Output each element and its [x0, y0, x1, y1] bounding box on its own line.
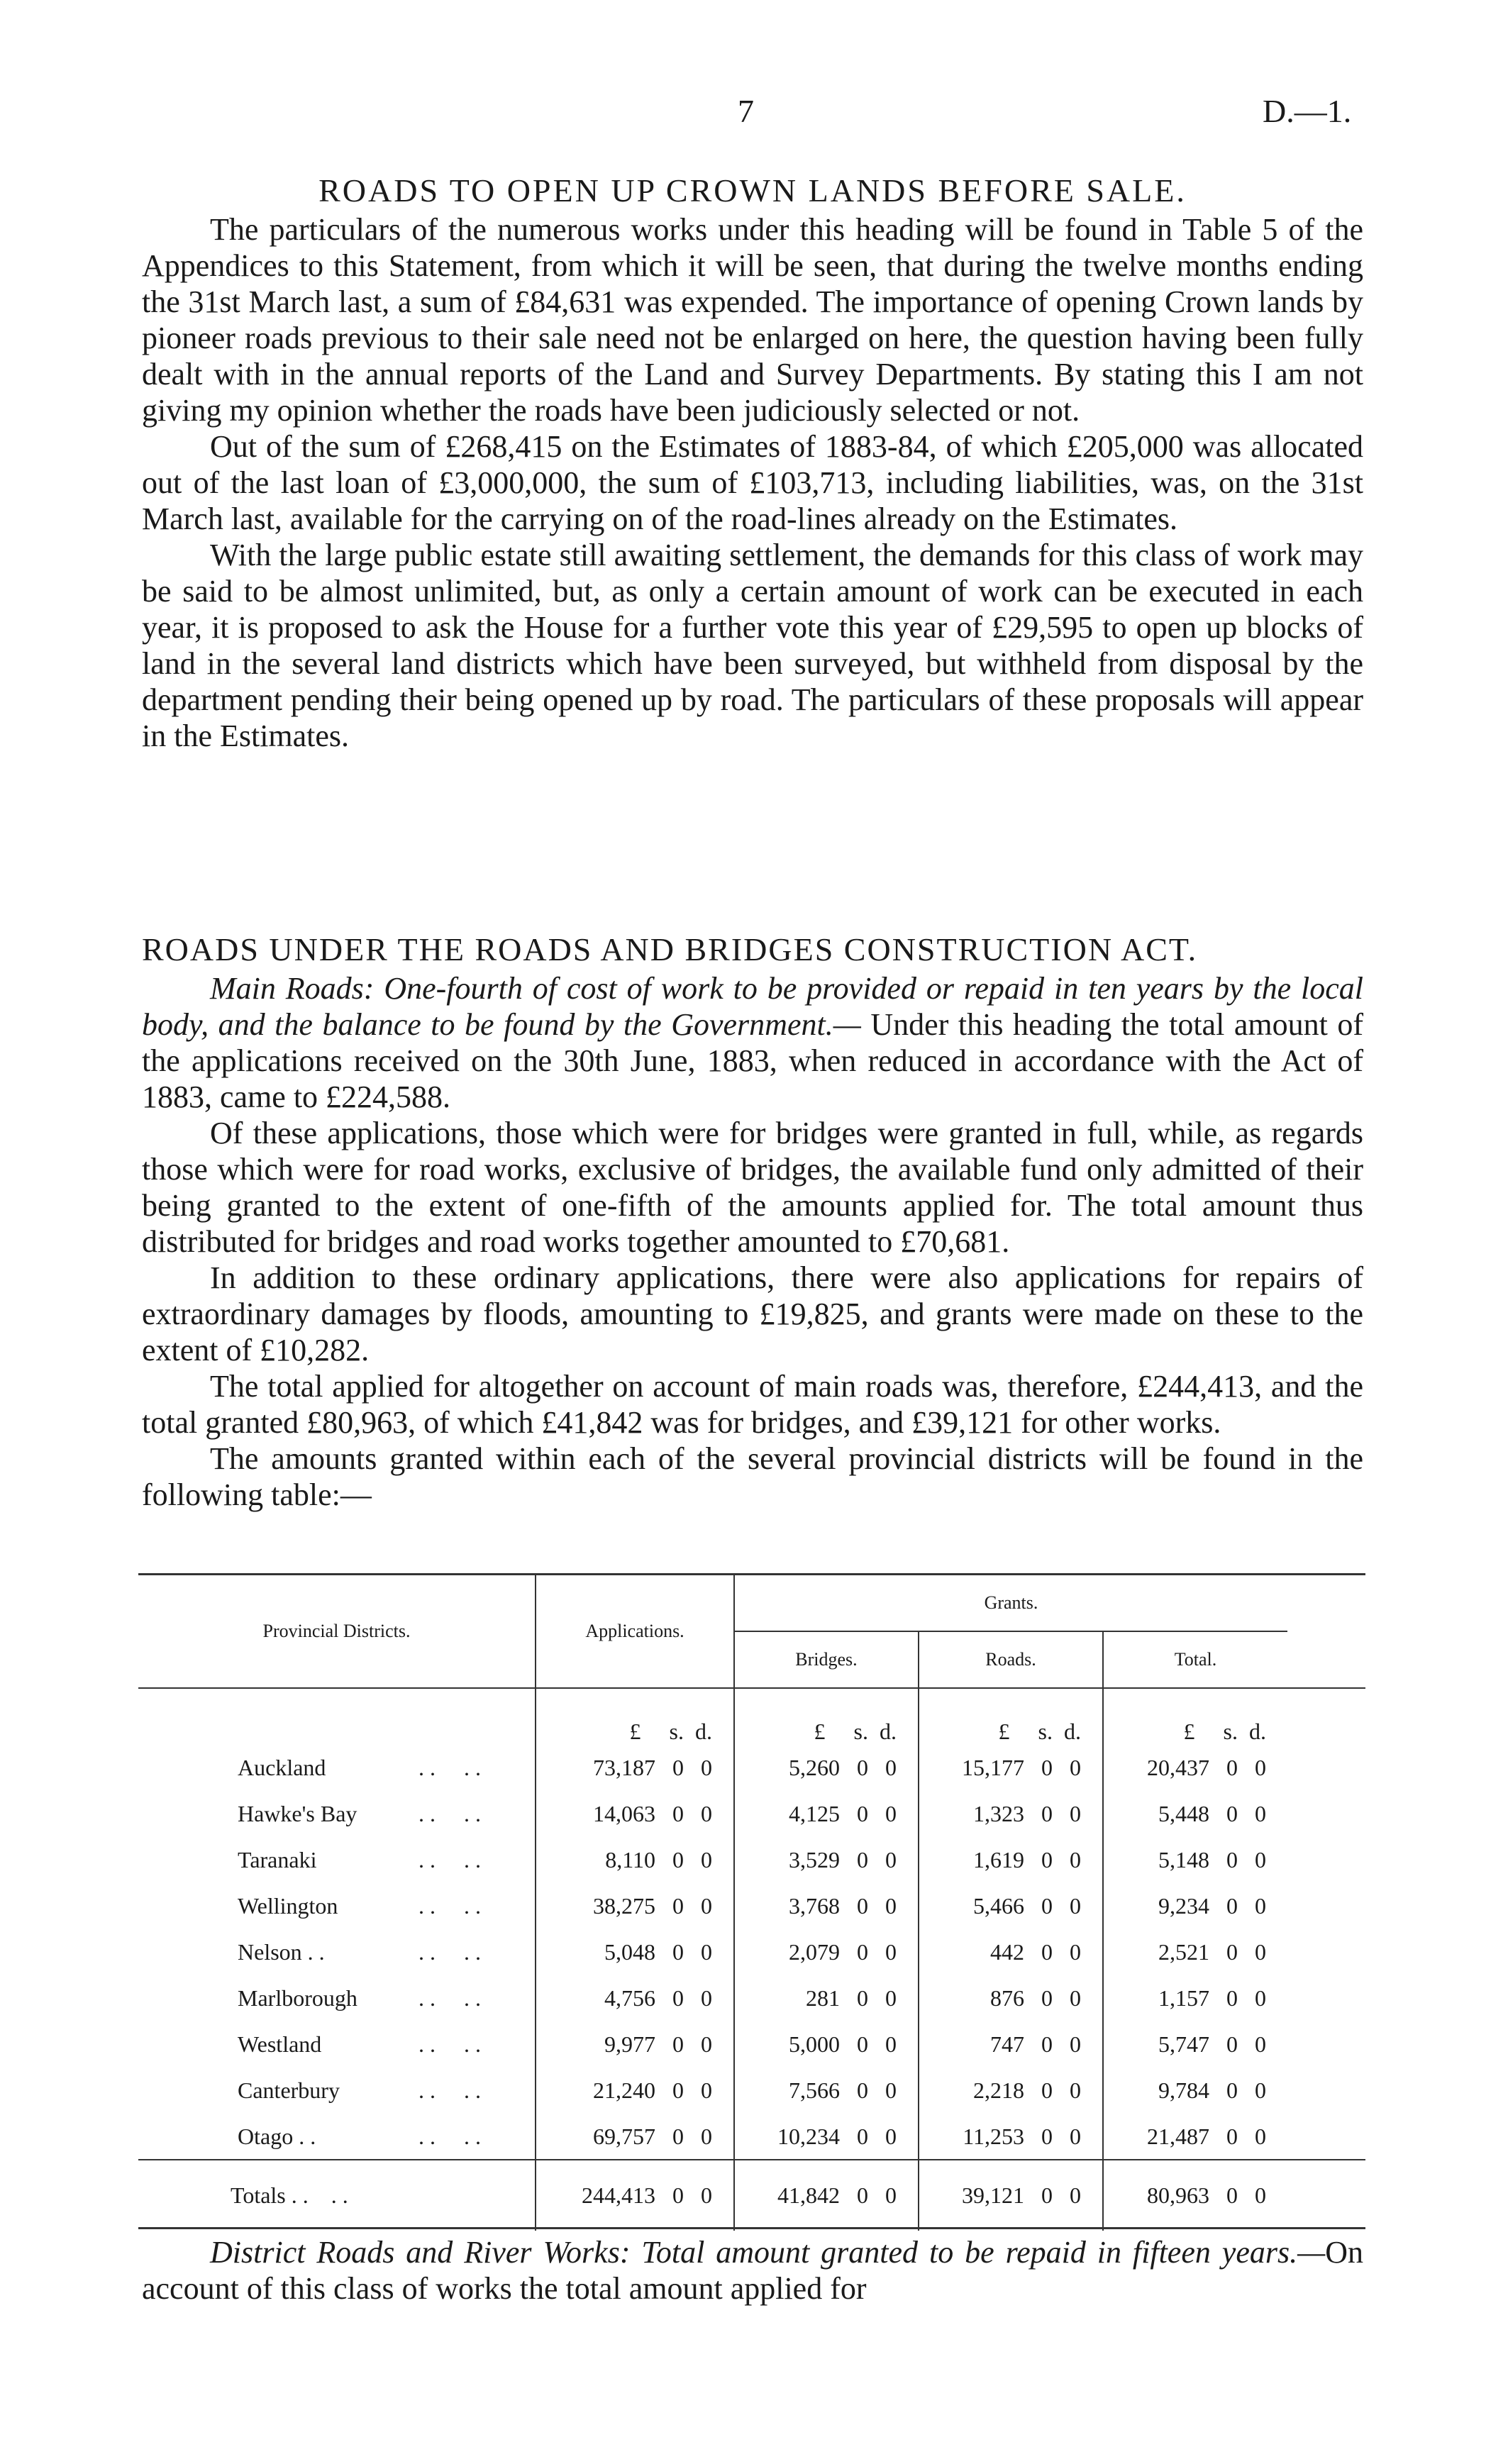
section-title: ROADS UNDER THE ROADS AND BRIDGES CONSTRUCTION ACT. — [142, 931, 1198, 967]
zero-value: 0 — [857, 1893, 868, 1919]
zero-value: 0 — [672, 1939, 684, 1965]
table-row — [138, 1791, 1365, 1837]
unit-shillings: s. — [669, 1719, 684, 1744]
bridges-value: 5,260 — [789, 1755, 840, 1780]
zero-value: 0 — [857, 1847, 868, 1872]
unit-pound: £ — [814, 1719, 826, 1744]
roads-value: 876 — [990, 1985, 1024, 2011]
zero-value: 0 — [1255, 1755, 1266, 1780]
district-name: Otago . . — [238, 2123, 316, 2149]
total-value: 21,487 — [1147, 2123, 1209, 2149]
leader-dots: . . . . — [418, 1755, 481, 1780]
paragraph: With the large public estate still awaiting settlement, the demands for this class of work may be said to be almost unlimited, but, as only a certain amount of work can be executed in each year, it is proposed to ask the House for a further vote this year of £29,595 to open up blocks of land in the several land districts which have been surveyed, but withheld from disposal by the department pending their being opened up by road. The particulars of these proposals will appear in the Estimates. — [142, 538, 1363, 753]
header-districts: Provincial Districts. — [138, 1575, 536, 1688]
bridges-value: 10,234 — [777, 2123, 840, 2149]
zero-value: 0 — [1070, 1985, 1081, 2011]
unit-pence: d. — [1249, 1719, 1266, 1744]
leader-dots: . . . . — [418, 2123, 481, 2149]
zero-value: 0 — [857, 1985, 868, 2011]
zero-value: 0 — [701, 1755, 712, 1780]
bridges-value: 5,000 — [789, 2031, 840, 2057]
zero-value: 0 — [1070, 1847, 1081, 1872]
table-row — [138, 1929, 1365, 1975]
zero-value: 0 — [701, 2077, 712, 2103]
table-body — [138, 1745, 1365, 2160]
zero-value: 0 — [1226, 2077, 1238, 2103]
roads-value: 11,253 — [963, 2123, 1024, 2149]
zero-value: 0 — [1255, 2123, 1266, 2149]
applications-value: 4,756 — [604, 1985, 655, 2011]
table-row — [138, 2068, 1365, 2114]
roads-value: 1,619 — [973, 1847, 1024, 1872]
zero-value: 0 — [1226, 2123, 1238, 2149]
zero-value: 0 — [701, 1847, 712, 1872]
zero-value: 0 — [1226, 1893, 1238, 1919]
zero-value: 0 — [1070, 1801, 1081, 1826]
zero-value: 0 — [857, 2123, 868, 2149]
district-name: Wellington — [238, 1893, 338, 1919]
total-value: 5,148 — [1158, 1847, 1209, 1872]
section-roads-bridges-act — [142, 929, 1363, 1513]
zero-value: 0 — [1041, 1893, 1053, 1919]
zero-value: 0 — [885, 2123, 897, 2149]
district-name: Marlborough — [238, 1985, 357, 2011]
leader-dots: . . . . — [418, 2031, 481, 2057]
table-row — [138, 1837, 1365, 1883]
zero-value: 0 — [1041, 2077, 1053, 2103]
district-name: Taranaki — [238, 1847, 317, 1872]
totals-total: 80,963 — [1147, 2182, 1209, 2208]
zero-value: 0 — [1041, 1939, 1053, 1965]
total-value: 9,234 — [1158, 1893, 1209, 1919]
district-name: Nelson . . — [238, 1939, 325, 1965]
district-name: Auckland — [238, 1755, 326, 1780]
total-value: 20,437 — [1147, 1755, 1209, 1780]
zero-value: 0 — [885, 1801, 897, 1826]
zero-value: 0 — [1255, 1847, 1266, 1872]
totals-dots: . . — [331, 2182, 348, 2208]
totals-bridges: 41,842 — [777, 2182, 840, 2208]
applications-value: 8,110 — [605, 1847, 655, 1872]
header-applications: Applications. — [536, 1575, 734, 1688]
leader-dots: . . . . — [418, 1847, 481, 1872]
applications-value: 14,063 — [593, 1801, 655, 1826]
zero-value: 0 — [1226, 1985, 1238, 2011]
zero-value: 0 — [1226, 1939, 1238, 1965]
applications-value: 9,977 — [604, 2031, 655, 2057]
total-value: 9,784 — [1158, 2077, 1209, 2103]
zero-value: 0 — [1041, 2123, 1053, 2149]
zero-value: 0 — [885, 1847, 897, 1872]
zero-value: 0 — [701, 1985, 712, 2011]
zero-value: 0 — [701, 1893, 712, 1919]
zero-value: 0 — [1041, 2031, 1053, 2057]
zero-value: 0 — [672, 2077, 684, 2103]
zero-value: 0 — [1041, 1847, 1053, 1872]
district-name: Canterbury — [238, 2077, 340, 2103]
bridges-value: 3,768 — [789, 1893, 840, 1919]
section-crown-lands — [142, 170, 1363, 754]
zero-value: 0 — [672, 1847, 684, 1872]
zero-value: 0 — [1070, 2077, 1081, 2103]
zero-value: 0 — [1070, 1755, 1081, 1780]
zero-value: 0 — [672, 1755, 684, 1780]
page-number: 7 — [738, 93, 754, 129]
applications-value: 5,048 — [604, 1939, 655, 1965]
bridges-value: 2,079 — [789, 1939, 840, 1965]
unit-pound: £ — [998, 1719, 1010, 1744]
leader-dots: . . . . — [418, 1801, 481, 1826]
zero-value: 0 — [885, 1939, 897, 1965]
header-total: Total. — [1174, 1649, 1217, 1670]
roads-value: 747 — [990, 2031, 1024, 2057]
bridges-value: 4,125 — [789, 1801, 840, 1826]
document-reference: D.—1. — [1263, 93, 1352, 129]
zero-value: 0 — [1070, 1939, 1081, 1965]
bridges-value: 7,566 — [789, 2077, 840, 2103]
zero-value: 0 — [1070, 2031, 1081, 2057]
italic-lead: District Roads and River Works: Total amount granted to be repaid in fifteen years.— — [210, 2235, 1326, 2270]
zero-value: 0 — [857, 2077, 868, 2103]
zero-value: 0 — [1255, 2077, 1266, 2103]
applications-value: 38,275 — [593, 1893, 655, 1919]
zero-value: 0 — [1070, 1893, 1081, 1919]
zero-value: 0 — [672, 2031, 684, 2057]
roads-value: 2,218 — [973, 2077, 1024, 2103]
totals-label: Totals . . — [231, 2182, 309, 2208]
applications-value: 73,187 — [593, 1755, 655, 1780]
zero-value: 0 — [701, 2123, 712, 2149]
zero-value: 0 — [1255, 1893, 1266, 1919]
zero-value: 0 — [857, 1755, 868, 1780]
zero-value: 0 — [1226, 2031, 1238, 2057]
zero-value: 0 — [672, 2123, 684, 2149]
zero-value: 0 — [857, 1801, 868, 1826]
zero-value: 0 — [885, 1985, 897, 2011]
paragraph-text: Under this heading the total amount of the applications received on the 30th June, 1883, when reduced in accordance with the Act of 1883, came to £224,588. — [142, 1007, 1364, 1114]
zero-value: 0 — [1070, 2123, 1081, 2149]
unit-shillings: s. — [853, 1719, 868, 1744]
zero-value: 0 — [1226, 1755, 1238, 1780]
leader-dots: . . . . — [418, 1893, 481, 1919]
total-value: 1,157 — [1158, 1985, 1209, 2011]
table-row — [138, 1975, 1365, 2021]
zero-value: 0 — [701, 2031, 712, 2057]
total-value: 5,448 — [1158, 1801, 1209, 1826]
zero-value: 0 — [1041, 1985, 1053, 2011]
unit-shillings: s. — [1223, 1719, 1238, 1744]
paragraph: The total applied for altogether on account of main roads was, therefore, £244,413, and the total granted £80,963, of which £41,842 was for bridges, and £39,121 for other works. — [142, 1369, 1363, 1440]
paragraph-text: On account of this class of works the total amount applied for — [142, 2235, 1363, 2306]
zero-value: 0 — [672, 1893, 684, 1919]
zero-value: 0 — [1226, 1801, 1238, 1826]
roads-value: 15,177 — [962, 1755, 1024, 1780]
district-name: Hawke's Bay — [238, 1801, 357, 1826]
zero-value: 0 — [857, 2031, 868, 2057]
applications-value: 69,757 — [593, 2123, 655, 2149]
header-bridges: Bridges. — [734, 1631, 919, 1688]
unit-pence: d. — [880, 1719, 897, 1744]
zero-value: 0 — [885, 1893, 897, 1919]
bridges-value: 3,529 — [789, 1847, 840, 1872]
table-row — [138, 2114, 1365, 2160]
table-bottom-rule — [138, 2227, 1365, 2229]
zero-value: 0 — [885, 2077, 897, 2103]
zero-value: 0 — [672, 1985, 684, 2011]
zero-value: 0 — [1041, 1755, 1053, 1780]
bridges-value: 281 — [806, 1985, 840, 2011]
leader-dots: . . . . — [418, 1939, 481, 1965]
zero-value: 0 — [885, 1755, 897, 1780]
paragraph — [142, 2234, 1363, 2307]
header-roads: Roads. — [919, 1631, 1103, 1688]
zero-value: 0 — [1255, 2031, 1266, 2057]
table-row — [138, 1883, 1365, 1929]
totals-row: Totals . . . . 244,413 0 0 41,842 0 0 39,121 0 0 80,963 0 0 — [138, 2160, 1365, 2231]
zero-value: 0 — [1226, 1847, 1238, 1872]
total-value: 5,747 — [1158, 2031, 1209, 2057]
applications-value: 21,240 — [593, 2077, 655, 2103]
section-district-roads — [142, 2234, 1363, 2307]
leader-dots: . . . . — [418, 1985, 481, 2011]
zero-value: 0 — [885, 2031, 897, 2057]
roads-value: 1,323 — [973, 1801, 1024, 1826]
roads-value: 442 — [990, 1939, 1024, 1965]
totals-roads: 39,121 — [962, 2182, 1024, 2208]
zero-value: 0 — [701, 1939, 712, 1965]
paragraph: Out of the sum of £268,415 on the Estimates of 1883-84, of which £205,000 was allocated out of the last loan of £3,000,000, the sum of £103,713, including liabilities, was, on the 31st March last, available for the carrying on of the road-lines already on the Estimates. — [142, 429, 1363, 536]
zero-value: 0 — [1255, 1801, 1266, 1826]
unit-pence: d. — [695, 1719, 712, 1744]
units-row — [138, 1688, 1365, 1745]
totals-applications: 244,413 — [582, 2182, 655, 2208]
grants-table — [138, 1575, 1365, 2231]
table-row — [138, 1745, 1365, 1791]
district-name: Westland — [238, 2031, 322, 2057]
unit-pence: d. — [1064, 1719, 1081, 1744]
unit-pound: £ — [1183, 1719, 1195, 1744]
roads-value: 5,466 — [973, 1893, 1024, 1919]
paragraph: In addition to these ordinary applications, there were also applications for repairs of extraordinary damages by floods, amounting to £19,825, and grants were made on these to the extent of £10,282. — [142, 1260, 1363, 1367]
leader-dots: . . . . — [418, 2077, 481, 2103]
zero-value: 0 — [1041, 1801, 1053, 1826]
table-row — [138, 2021, 1365, 2068]
section-title: ROADS TO OPEN UP CROWN LANDS BEFORE SALE. — [318, 172, 1187, 209]
paragraph — [142, 970, 1363, 1115]
paragraph: Of these applications, those which were for bridges were granted in full, while, as regards those which were for road works, exclusive of bridges, the available fund only admitted of their being granted to the extent of one-fifth of the amounts applied for. The total amount thus distributed for bridges and road works together amounted to £70,681. — [142, 1116, 1363, 1259]
paragraph: The particulars of the numerous works under this heading will be found in Table 5 of the Appendices to this Statement, from which it will be seen, that during the twelve months ending the 31st March last, a sum of £84,631 was expended. The importance of opening Crown lands by pioneer roads previous to their sale need not be enlarged on here, the question having been fully dealt with in the annual reports of the Land and Survey Departments. By stating this I am not giving my opinion whether the roads have been judiciously selected or not. — [142, 212, 1363, 428]
header-grants: Grants. — [734, 1575, 1287, 1631]
zero-value: 0 — [1255, 1985, 1266, 2011]
zero-value: 0 — [1255, 1939, 1266, 1965]
zero-value: 0 — [701, 1801, 712, 1826]
zero-value: 0 — [672, 1801, 684, 1826]
zero-value: 0 — [857, 1939, 868, 1965]
unit-shillings: s. — [1038, 1719, 1053, 1744]
total-value: 2,521 — [1158, 1939, 1209, 1965]
unit-pound: £ — [629, 1719, 641, 1744]
italic-lead: Main Roads: One-fourth of cost of work to be provided or repaid in ten years by the local body, and the balance to be found by the Government.— — [142, 971, 1363, 1042]
paragraph: The amounts granted within each of the several provincial districts will be found in the following table:— — [142, 1441, 1363, 1512]
